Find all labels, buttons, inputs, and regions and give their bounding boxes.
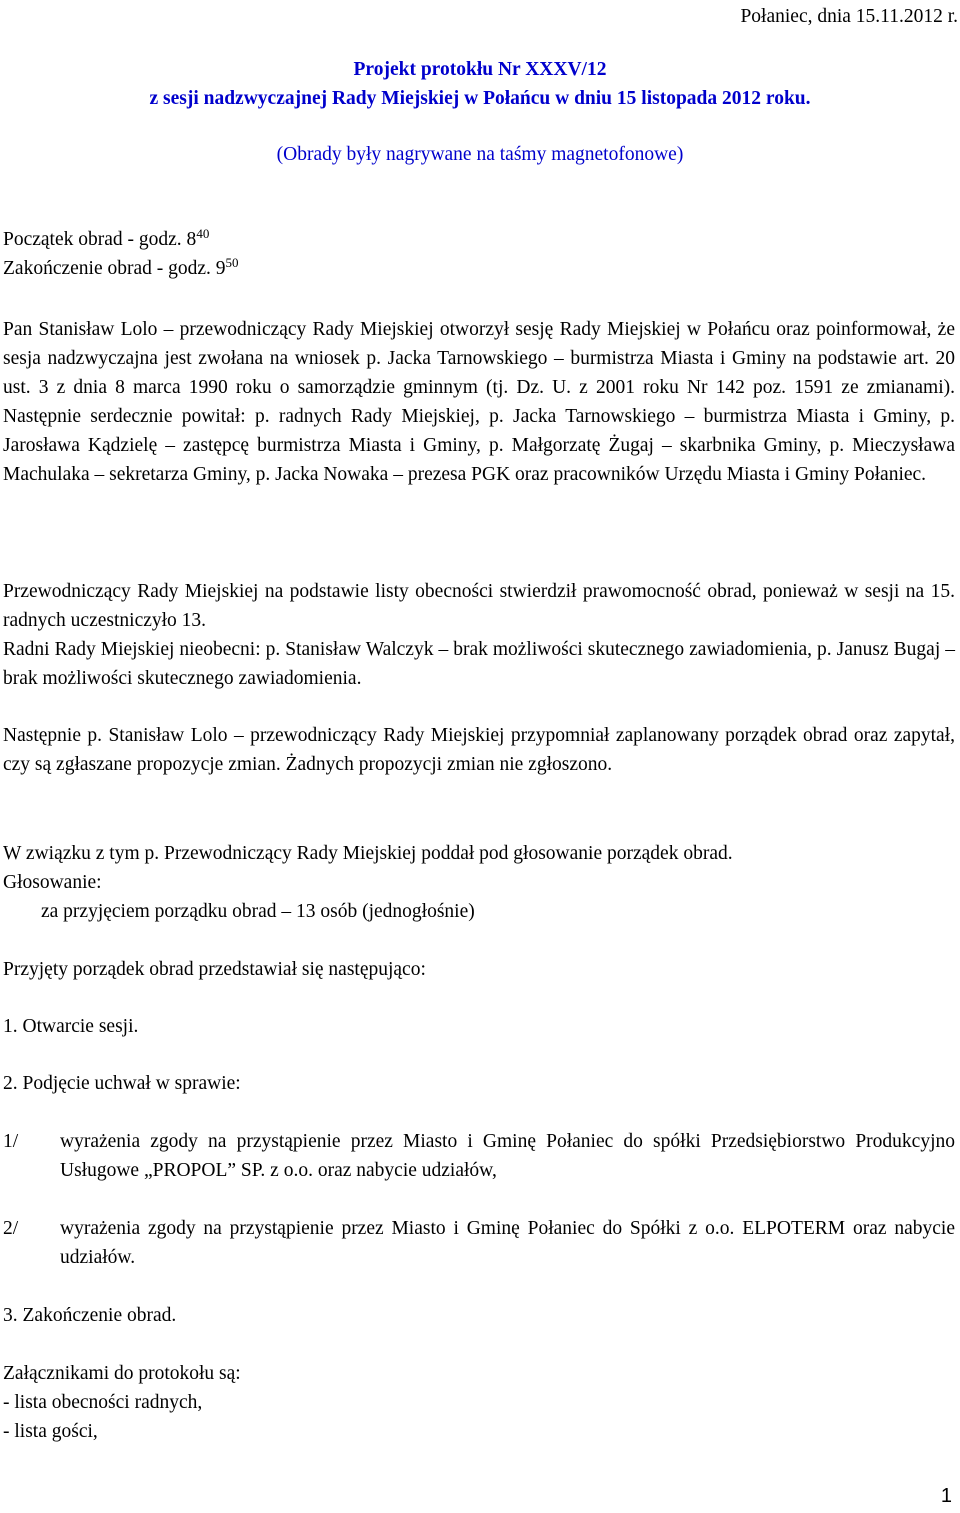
end-time-label: Zakończenie obrad - godz. 9	[3, 258, 226, 279]
attachments-label: Załącznikami do protokołu są:	[3, 1363, 241, 1384]
attachment-item: - lista gości,	[3, 1421, 98, 1442]
agenda-subitem-1	[3, 1127, 955, 1185]
document-date: Połaniec, dnia 15.11.2012 r.	[740, 6, 958, 27]
vote-intro: W związku z tym p. Przewodniczący Rady Miejskiej poddał pod głosowanie porządek obrad.	[3, 843, 733, 864]
absent-paragraph: Radni Rady Miejskiej nieobecni: p. Stanisław Walczyk – brak możliwości skutecznego zawiadomienia, p. Janusz Bugaj – brak możliwości skutecznego zawiadomienia.	[3, 639, 955, 689]
agenda-subitem-1-number: 1/	[3, 1131, 19, 1152]
agenda-subitem-2-number: 2/	[3, 1218, 19, 1239]
agenda-intro: Przyjęty porządek obrad przedstawiał się następująco:	[3, 959, 426, 980]
start-time-label: Początek obrad - godz. 8	[3, 229, 197, 250]
agenda-item-2: 2. Podjęcie uchwał w sprawie:	[3, 1073, 241, 1094]
opening-paragraph: Pan Stanisław Lolo – przewodniczący Rady Miejskiej otworzył sesję Rady Miejskiej w Połańcu oraz poinformował, że sesja nadzwyczajna jest zwołana na wniosek p. Jacka Tarnowskiego – burmistrza Miasta i Gminy na podstawie art. 20 ust. 3 z dnia 8 marca 1990 roku o samorządzie gminnym (tj. Dz. U. z 2001 roku Nr 142 poz. 1591 ze zmianami). Następnie serdecznie powitał: p. radnych Rady Miejskiej, p. Jacka Tarnowskiego – burmistrza Miasta i Gminy, p. Jarosława Kądzielę – zastępcę burmistrza Miasta i Gminy, p. Małgorzatę Żugaj – skarbnika Gminy, p. Mieczysława Machulaka – sekretarza Gminy, p. Jacka Nowaka – prezesa PGK oraz pracowników Urzędu Miasta i Gminy Połaniec.	[3, 319, 955, 485]
document-title: Projekt protokłu Nr XXXV/12	[353, 59, 607, 80]
attachment-item: - lista obecności radnych,	[3, 1392, 203, 1413]
attachments	[3, 1359, 955, 1446]
start-time	[3, 225, 955, 254]
vote-label: Głosowanie:	[3, 872, 102, 893]
agenda-reminder-paragraph: Następnie p. Stanisław Lolo – przewodniczący Rady Miejskiej przypomniał zaplanowany porządek obrad oraz zapytał, czy są zgłaszane propozycje zmian. Żadnych propozycji zmian nie zgłoszono.	[3, 725, 955, 775]
page-number: 1	[940, 1485, 952, 1507]
session-times	[3, 225, 955, 283]
vote-result: za przyjęciem porządku obrad – 13 osób (jednogłośnie)	[41, 901, 475, 922]
agenda-subitem-2-text: wyrażenia zgody na przystąpienie przez Miasto i Gminę Połaniec do Spółki z o.o. ELPOTERM oraz nabycie udziałów.	[60, 1218, 955, 1268]
end-time	[3, 254, 955, 283]
quorum-paragraph: Przewodniczący Rady Miejskiej na podstawie listy obecności stwierdził prawomocność obrad, ponieważ w sesji na 15. radnych uczestniczyło 13.	[3, 581, 955, 631]
end-time-minutes: 50	[225, 254, 239, 270]
agenda-subitem-2	[3, 1214, 955, 1272]
document-subtitle: z sesji nadzwyczajnej Rady Miejskiej w Połańcu w dniu 15 listopada 2012 roku.	[149, 88, 811, 109]
agenda-item-3: 3. Zakończenie obrad.	[3, 1305, 177, 1326]
agenda-subitem-1-text: wyrażenia zgody na przystąpienie przez Miasto i Gminę Połaniec do spółki Przedsiębiorstwo Produkcyjno Usługowe „PROPOL” SP. z o.o. oraz nabycie udziałów,	[60, 1131, 955, 1181]
agenda-item-1: 1. Otwarcie sesji.	[3, 1016, 139, 1037]
recording-note: (Obrady były nagrywane na taśmy magnetofonowe)	[276, 144, 684, 165]
start-time-minutes: 40	[196, 225, 210, 241]
